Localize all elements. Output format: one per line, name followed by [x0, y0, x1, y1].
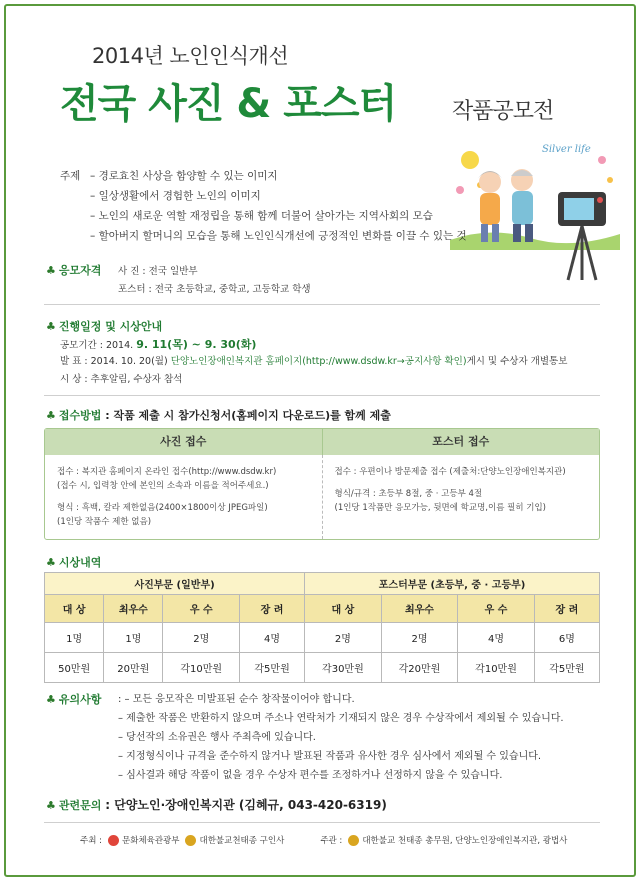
photo-submission-header: 사진 접수 — [45, 429, 323, 455]
host-temple: 대한불교천태종 구인사 — [199, 836, 285, 846]
eligibility-row: 사 진 : 전국 일반부 — [118, 266, 198, 277]
awards-heading: ♣ 시상내역 — [46, 556, 102, 569]
theme-line: – 노인의 새로운 역할 재정립을 통해 함께 더불어 살아가는 지역사회의 모습 — [90, 210, 433, 222]
club-icon: ♣ — [46, 409, 56, 422]
note-item: – 당선작의 소유권은 행사 주최측에 있습니다. — [118, 732, 316, 743]
submission-box — [44, 428, 600, 540]
note-item: – 지정형식이나 규격을 준수하지 않거나 발표된 작품과 유사한 경우 심사에서 제외될 수 있습니다. — [118, 751, 542, 762]
theme-line: – 경로효친 사상을 함양할 수 있는 이미지 — [90, 170, 278, 182]
camera-icon — [558, 192, 606, 280]
organizer-logo-icon — [348, 835, 359, 846]
host-ministry: 문화체육관광부 — [122, 836, 180, 846]
club-icon: ♣ — [46, 693, 56, 706]
contact-section: ♣ 관련문의 : 단양노인·장애인복지관 (김혜규, 043-420-6319) — [46, 798, 387, 812]
poster-submission-header: 포스터 접수 — [432, 435, 490, 448]
awards-table — [44, 572, 600, 683]
footer-divider — [44, 822, 600, 823]
note-item: – 심사결과 해당 작품이 없을 경우 수상자 편수를 조정하거나 선정하지 않을 수 있습니다. — [118, 770, 503, 781]
temple-logo-icon — [185, 835, 196, 846]
submission-heading: ♣ 접수방법 : 작품 제출 시 참가신청서(홈페이지 다운로드)를 함께 제출 — [46, 409, 391, 422]
ministry-logo-icon — [108, 835, 119, 846]
photo-submission-details: 접수 : 복지관 홈페이지 온라인 접수(http://www.dsdw.kr) (접수 시, 입력창 안에 본인의 소속과 이름을 적어주세요.) 형식 : 흑백, 칼라 제한없음(2400×1800이상 JPEG파일) (1인당 작품수 제한 없음) — [45, 455, 323, 539]
section-divider — [44, 304, 600, 305]
eligibility-row: 포스터 : 전국 초등학교, 중학교, 고등학교 학생 — [118, 284, 311, 295]
poster-subtitle: 2014년 노인인식개선 — [92, 44, 289, 68]
club-icon: ♣ — [46, 264, 56, 277]
host-label: 주최 : — [80, 836, 102, 846]
organizer-label: 주관 : — [320, 836, 343, 846]
prize-row: 50만원 20만원 각10만원 각5만원 각30만원 각20만원 각10만원 각5만원 — [45, 653, 600, 683]
poster-title-suffix: 작품공모전 — [452, 99, 554, 124]
section-divider — [44, 395, 600, 396]
homepage-link[interactable]: 단양노인장애인복지관 홈페이지(http://www.dsdw.kr→공지사항 확인) — [170, 356, 467, 367]
club-icon: ♣ — [46, 556, 56, 569]
theme-line: – 할아버지 할머니의 모습을 통해 노인인식개선에 긍정적인 변화를 이끌 수 있는 것 — [90, 230, 467, 242]
poster-title: 전국 사진 & 포스터 — [60, 81, 397, 127]
footer — [80, 834, 567, 846]
schedule-period: 공모기간 : 2014. 9. 11(목) ~ 9. 30(화) — [60, 338, 257, 351]
illustration-caption: Silver life — [542, 144, 591, 155]
schedule-heading: ♣ 진행일정 및 시상안내 — [46, 320, 163, 333]
notes-heading: ♣ 유의사항 — [46, 693, 102, 706]
note-item: – 제출한 작품은 반환하지 않으며 주소나 연락처가 기재되지 않은 경우 수상작에서 제외될 수 있습니다. — [118, 713, 564, 724]
poster-submission-details: 접수 : 우편이나 방문제출 접수 (제출처:단양노인장애인복지관) 형식/규격 : 초등부 8절, 중 · 고등부 4절 (1인당 1작품만 응모가능, 뒷면에 학교명,이름 필히 기입) — [334, 467, 566, 513]
organizer-names: 대한불교 천태종 총무원, 단양노인장애인복지관, 광법사 — [362, 836, 568, 846]
rank-row: 대 상 최우수 우 수 장 려 대 상 최우수 우 수 장 려 — [45, 595, 600, 623]
schedule-award: 시 상 : 추후알림, 수상자 참석 — [60, 374, 183, 385]
club-icon: ♣ — [46, 799, 56, 812]
grandfather-figure — [511, 169, 533, 242]
theme-label: 주제 — [60, 170, 81, 182]
note-item: : – 모든 응모작은 미발표된 순수 창작물이어야 합니다. — [118, 694, 355, 705]
theme-line: – 일상생활에서 경험한 노인의 이미지 — [90, 190, 261, 202]
schedule-announce: 발 표 : 2014. 10. 20(월) 단양노인장애인복지관 홈페이지(http://www.dsdw.kr→공지사항 확인)게시 및 수상자 개별통보 — [60, 356, 568, 367]
club-icon: ♣ — [46, 320, 56, 333]
eligibility-heading: ♣ 응모자격 — [46, 264, 102, 277]
contact-info: : 단양노인·장애인복지관 (김혜규, 043-420-6319) — [105, 798, 387, 812]
poster-group-header: 포스터부문 (초등부, 중 · 고등부) — [305, 573, 600, 595]
photo-group-header: 사진부문 (일반부) — [45, 573, 305, 595]
count-row: 1명 1명 2명 4명 2명 2명 4명 6명 — [45, 623, 600, 653]
